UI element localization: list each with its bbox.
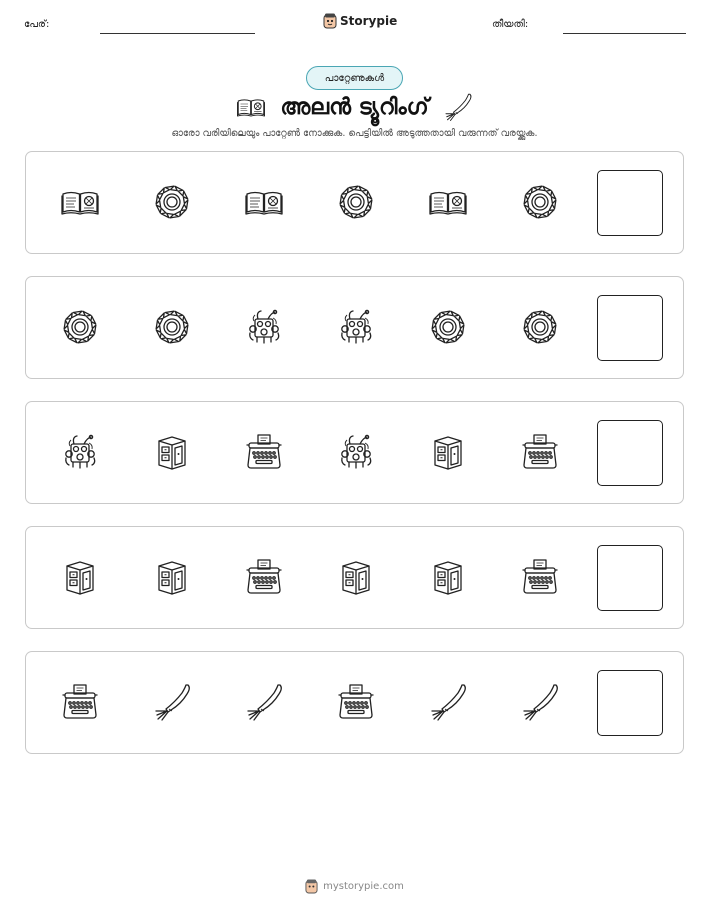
brand-name: Storypie (340, 14, 398, 28)
cable-icon (520, 682, 560, 722)
circuit-icon (60, 432, 100, 472)
answer-box[interactable] (597, 670, 663, 736)
footer (0, 879, 709, 894)
typewriter-icon (244, 432, 284, 472)
date-line[interactable] (563, 33, 686, 34)
book-icon (60, 182, 100, 222)
cable-icon (428, 682, 468, 722)
cable-icon (244, 682, 284, 722)
category-tag: പാറ്റേണുകൾ (306, 66, 403, 90)
cabinet-icon (428, 557, 468, 597)
name-line[interactable] (100, 33, 255, 34)
typewriter-icon (520, 432, 560, 472)
date-label: തീയതി: (492, 19, 529, 30)
cabinet-icon (428, 432, 468, 472)
typewriter-icon (520, 557, 560, 597)
cabinet-icon (336, 557, 376, 597)
answer-box[interactable] (597, 545, 663, 611)
title-book-icon (236, 92, 266, 122)
storypie-mascot-icon (323, 13, 337, 29)
typewriter-icon (336, 682, 376, 722)
book-icon (236, 92, 266, 122)
brand-logo (323, 13, 397, 29)
pattern-row (25, 401, 684, 504)
name-label: പേര്: (24, 19, 50, 30)
gear-icon (60, 307, 100, 347)
cabinet-icon (152, 432, 192, 472)
title-cable-icon (443, 92, 473, 122)
answer-box[interactable] (597, 420, 663, 486)
gear-icon (520, 307, 560, 347)
gear-icon (520, 182, 560, 222)
storypie-mascot-icon (305, 879, 318, 894)
book-icon (244, 182, 284, 222)
pattern-row (25, 276, 684, 379)
circuit-icon (336, 307, 376, 347)
gear-icon (336, 182, 376, 222)
title-row (0, 90, 709, 124)
gear-icon (428, 307, 468, 347)
answer-box[interactable] (597, 170, 663, 236)
pattern-row (25, 526, 684, 629)
gear-icon (152, 182, 192, 222)
footer-url[interactable]: mystorypie.com (323, 881, 404, 892)
circuit-icon (244, 307, 284, 347)
circuit-icon (336, 432, 376, 472)
cabinet-icon (60, 557, 100, 597)
book-icon (428, 182, 468, 222)
answer-box[interactable] (597, 295, 663, 361)
typewriter-icon (244, 557, 284, 597)
typewriter-icon (60, 682, 100, 722)
pattern-row (25, 651, 684, 754)
gear-icon (152, 307, 192, 347)
instructions: ഓരോ വരിയിലെയും പാറ്റേൺ നോക്കുക. പെട്ടിയിൽ അടുത്തതായി വരുന്നത് വരയ്ക്കുക. (171, 128, 538, 139)
cabinet-icon (152, 557, 192, 597)
cable-icon (443, 92, 473, 122)
pattern-row (25, 151, 684, 254)
cable-icon (152, 682, 192, 722)
page-title: അലൻ ട്യൂറിംഗ് (280, 94, 429, 120)
